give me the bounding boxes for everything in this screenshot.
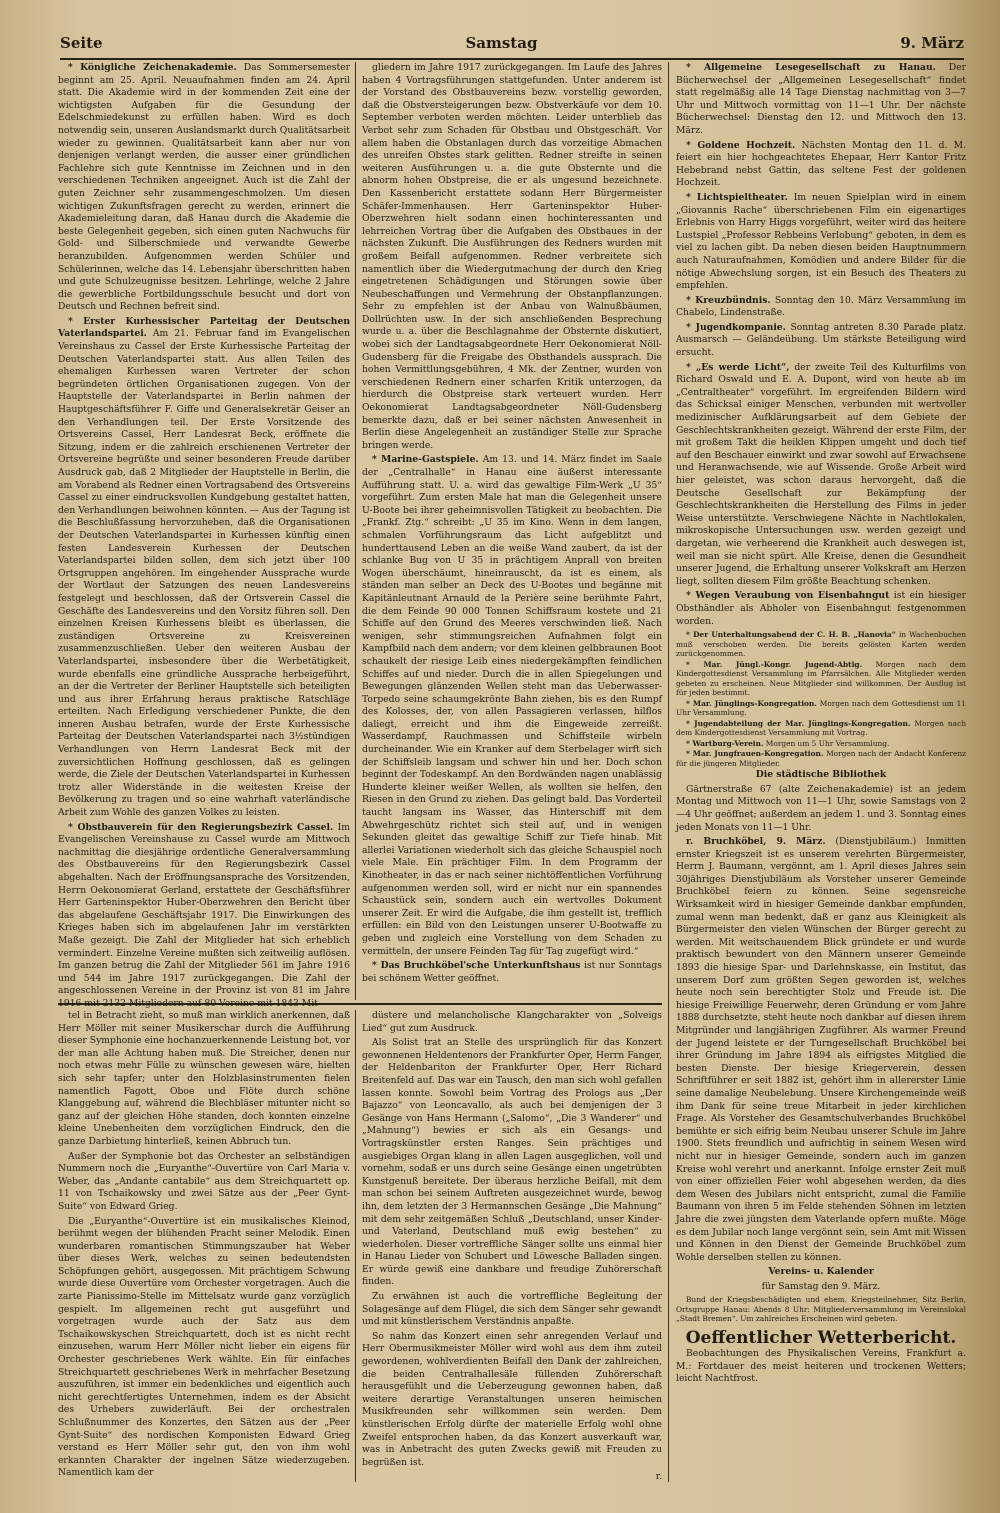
article-body: Sonntag antreten 8.30 Parade platz. Ausmarsch — Geländeübung. Um stärkste Beteiligung wird ersucht.: [676, 321, 967, 359]
article-body: Am 13. und 14. März findet im Saale der „Centralhalle“ in Hanau eine äußerst interessante Aufführung statt. U. a. wird das gewaltige Film-Werk „U 35“ vorgeführt. Zum ersten Male hat man die Gelegenheit unsere U-Boote bei ihrer geheimnisvollen Tätigkeit zu beobachten. Die „Frankf. Ztg.“ schreibt: „U 35 im Kino. Wenn in dem langen, schmalen Vorführungsraum das Licht aufgeblitzt und hunderttausend Leben an die weiße Wand zaubert, da ist der schlanke Bug von U 35 in prächtigem Anprall von breiten Wogen überschäumt, hineinrauscht, da ist es einem, als ständen man selber an Deck des U-Bootes und begänne mit Kapitänleutnant Arnauld de la Perière seine berühmte Fahrt, die dem Feinde 90 000 Tonnen Schiffsraum kostete und 21 Schiffe auf den Grund des Meeres verschwinden ließ. Nach wenigen, sehr stimmungsreichen Aufnahmen folgt ein Kampfbild nach dem andern; vor dem kleinen gelbbraunen Boot schaukelt der riesige Leib eines niedergekämpften feindlichen Schiffes auf und nieder. Durch die in allen Spiegelungen und Bewegungen glänzenden Wellen steht man das Ueberwasser-Torpedo seine schaumgekrönte Bahn ziehen, bis es den Rumpf des Kolosses, der, von allen Passagieren verlassen, hilflos daliegt, erreicht und ihm die Eingeweide zerreißt. Wasserdampf, Rauchmassen und Schiffsteile wirbeln durcheinander. Wie ein Kranker auf dem Sterbelager wirft sich der Schiffsleib langsam und schwer hin und her. Doch schon beginnt der Todeskampf. An den Bordwänden nagen unablässig Hunderte kleiner weißer Wellen, als wollten sie helfen, den Riesen in den Grund zu ziehen. Das gelingt bald. Das Vorderteil taucht langsam ins Wasser, das Hinterschiff mit dem Abwehrgeschütz richtet sich steil auf, und in wenigen Sekunden gleitet das gewaltige Schiff zur Tiefe hinab. Mit allerlei Variationen wiederholt sich das gleiche Schauspiel noch viele Male. Ein prächtiger Film. In dem Programm der Kinotheater, in das er nach seiner nichtöffentlichen Vorführung aufgenommen werden soll, wird er nicht nur ein spannendes Schaustück sein, sondern auch ein wertvolles Dokument unserer Zeit. Er wird die Aufgabe, die ihm gestellt ist, trefflich erfüllen: ein Bild von den Leistungen unserer U-Bootwaffe zu geben und zugleich eine Vorstellung von dem Schaden zu vermitteln, der unsere Feinden Tag für Tag zugefügt wird.“: [362, 454, 662, 957]
column-1: [58, 62, 351, 1009]
weather-report: Beobachtungen des Physikalischen Vereins, Frankfurt a. M.: Fortdauer des meist heiteren und trockenen Wetters; leicht Nachtfrost.: [676, 1347, 966, 1385]
column-2: [362, 62, 662, 1000]
weather-heading: Oeffentlicher Wetterbericht.: [685, 1327, 957, 1348]
article-headline: * Lichtspieltheater.: [686, 191, 788, 203]
article-body: ist ein hiesiger Obsthändler als Abholer von Eisenbahngut festgenommen worden.: [676, 590, 966, 627]
article-body: Im Evangelischen Vereinshause zu Cassel wurde am Mittwoch nachmittag die diesjährige ordentliche Generalversammlung des Obstbauvereins für den Regierungsbezirk Cassel abgehalten. Nach der Eröffnungsansprache des Vorsitzenden, Herrn Oekonomierat Gerland, erstattete der Geschäftsführer Herr Garteninspektor Huber-Oberzwehren den Bericht über das abgelaufene Geschäftsjahr 1917. Die Einwirkungen des Krieges haben sich im abgelaufenen Jahr im verstärkten Maße gezeigt. Die Zahl der Mitglieder hat sich erheblich vermindert. Einzelne Vereine mußten sich zeitweilig auflösen. Im ganzen betrug die Zahl der Mitglieder 561 im Jahre 1916 und 544 im Jahre 1917 zurückgegangen. Die Zahl der angeschlossenen Vereine in der Provinz ist von 81 im Jahre 1916 mit 2132 Mitgliedern auf 80 Vereine mit 1843 Mit-: [58, 821, 351, 1009]
article: [676, 192, 966, 293]
library-heading: Die städtische Bibliothek: [755, 769, 887, 781]
article-headline: * Allgemeine Lesegesellschaft zu Hanau.: [686, 62, 936, 73]
article: [676, 362, 966, 589]
article-body: Das Sommersemester beginnt am 25. April. Neuaufnahmen finden am 24. April statt. Die Akademie wird in der kommenden Zeit eine der wichtigsten Aufgaben für die Gesundung der Edelschmiedekunst zu erfüllen haben. Wird es doch notwendig sein, unseren Auslandsmarkt durch Qualitätsarbeit wieder zu gewinnen. Qualitätsarbeit kann aber nur von denjenigen verlangt werden, die ausser einer gründlichen Fachlehre sich gute Kenntnisse im Zeichnen und in den verschiedenen Techniken angeeignet. Auch ist die Zahl der guten Zeichner sehr zusammengeschmolzen. Um diesen wichtigen Zukunftsfragen gerecht zu werden, erinnert die Akademieleitung daran, daß Hanau durch die Akademie die beste Gelegenheit gegeben, sich einen guten Nachwuchs für Gold- und Silberschmiede und verwandte Gewerbe heranzubilden. Aufgenommen werden Schüler und Schülerinnen, welche das 14. Lebensjahr überschritten haben und gute Schulzeugnisse besitzen. Lehrlinge, welche 2 Jahre die gewerbliche Fortbildungsschule besucht und dort von Deutsch und Rechnen befreit sind.: [58, 62, 350, 313]
author-mark: r.: [655, 1471, 662, 1483]
masthead: [60, 28, 964, 60]
article: Als Solist trat an Stelle des ursprünglich für das Konzert gewonnenen Heldentenors der Frankfurter Oper, Herrn Fanger, der Heldenbariton der Frankfurter Oper, Herr Richard Breitenfeld auf. Das war ein Tausch, den man sich wohl gefallen lassen konnte. Sowohl beim Vortrag des Prologs aus „Der Bajazzo“ von Leoncavallo, als auch bei demjenigen der 3 Gesänge von Hans Hermann („Salomo“, „Die 3 Wanderer“ und „Mahnung“) bewies er sich als ein Gesangs- und Vortragskünstler ersten Ranges. Sein prächtiges und ausgiebiges Organ klang in allen Lagen ausgeglichen, voll und vornehm, sodaß er uns durch seine Gesänge einen ungetrübten Kunstgenuß bereitete. Der überaus herzliche Beifall, mit dem man schon bei seinem Auftreten ausgezeichnet wurde, bewog ihn, dem letzten der 3 Hermannschen Gesänge „Die Mahnung“ mit dem sehr zeitgemäßen Schluß „Deutschland, unser Kinder- und Vaterland, Deutschland muß ewig bestehen“ zu wiederholen. Dieser vortreffliche Sänger sollte uns einmal hier in Hanau Lieder von Schubert und Löwesche Balladen singen. Er würde gewiß eine dankbare und freudige Zuhörerschaft finden.: [362, 1037, 662, 1288]
article-body: der zweite Teil des Kulturfilms von Richard Oswald und E. A. Dupont, wird von heute ab im „Centraltheater“ vorgeführt. Im ergreifenden Bildern wird das Schicksal einiger Menschen, verbunden mit wertvoller medizinischer Aufklärungsarbeit auf dem Gebiete der Geschlechtskrankheiten gezeigt. Während der erste Film, der mit großem Takt die heiklen Klippen umgeht und doch tief auf den Beschauer einwirkt und zwar sowohl auf Erwachsene und Heranwachsende, wie auf Wissende. Große Arbeit wird hier geleistet, was schon daraus hervorgeht, daß die Deutsche Gesellschaft zur Bekämpfung der Geschlechtskrankheiten die Herstellung des Films in jeder Weise unterstützte. Verschwiegene Nächte in Nachtlokalen, mikroskopische Untersuchungen usw. werden gezeigt und dargetan, wie verheerend die Krankheit auch deswegen ist, weil man sie nicht spürt. Alle Kreise, denen die Gesundheit unserer Jugend, die Erhaltung unserer Volkskraft am Herzen liegt, sollten diesem Film größte Beachtung schenken.: [676, 361, 967, 587]
notice-head: * Wartburg-Verein.: [686, 738, 764, 748]
notice-body: Morgen nach dem Gottesdienst um 11 Uhr Versammlung.: [676, 698, 966, 718]
notice-body: in Wachenbuchen muß verschoben werden. Die bereits gelösten Karten werden zurückgenommen.: [676, 630, 966, 659]
column-3: [676, 62, 966, 1457]
article: [676, 140, 966, 190]
notice-body: Morgen nach der Andacht Konferenz für die jüngeren Mitglieder.: [676, 749, 966, 768]
notice: [676, 699, 966, 718]
article-body: (Dienstjubiläum.) Inmitten ernster Kriegszeit ist es unserem verehrten Bürgermeister, Herrn J. Baumann, vergönnt, am 1. April dieses Jahres sein 30jähriges Dienstjubiläum als Vorsteher unserer Gemeinde Bruchköbel feiern zu können. Seine segensreiche Wirksamkeit wird in hiesiger Gemeinde dankbar empfunden, zumal wenn man bedenkt, daß er ganz aus Kleinigkeit als Bürgermeister den vielen Wünschen der Bürger gerecht zu werden. Mit weitschauendem Blick gründete er und wurde praktisch bewundert von den Männern unserer Gemeinde 1893 die hiesige Spar- und Darlehnskasse, ein Institut, das unserem Dorf zum größten Segen geworden ist, welches heute noch sein berechtigter Stolz und Freude ist. Die hiesige Freiwillige Feuerwehr, deren Gründung er vom Jahre 1888 durchsetzte, steht heute noch dankbar auf diesen ihrem Mitgründer und langjährigen Zugführer. Als warmer Freund der Jugend leistete er der Turngesellschaft Bruchköbel bei ihrer Gründung im Jahre 1894 als eifrigstes Mitglied die besten Dienste. Der hiesige Kriegerverein, dessen Schriftführer er seit 1882 ist, gehört ihm in allererster Linie seine damalige Neubelebung. Unsere Kirchengemeinde weiß ihm Dank für seine treue Mitarbeit in jeder kirchlichen Frage. Als Vorsteher des Gesamtschulverbandes Bruchköbel bemühte er sich eifrig beim Neubau unserer Schule im Jahre 1900. Stets freundlich und aufrichtig in seinem Wesen wird nicht nur in hiesiger Gemeinde, sondern auch im ganzen Kreise wohl verehrt und anerkannt. Infolge ernster Zeit muß von einer offiziellen Feier wohl abgesehen werden, da dies dem Wesen des Jubilars nicht entspricht, zumal die Familie Baumann von ihren 5 im Felde stehenden Söhnen im letzten Jahre die zwei jüngsten dem Vaterlande opfern mußte. Möge es dem Jubilar noch lange vergönnt sein, sein Amt mit Wissen und Können in den Dienst der Gemeinde Bruchköbel zum Wohle derselben stellen zu können.: [676, 836, 966, 1263]
weekday: Samstag: [465, 34, 538, 52]
notice-head: * Mar. Jünglings-Kongregation.: [686, 698, 817, 708]
notice: [676, 660, 966, 698]
notice: [676, 739, 966, 749]
article: [676, 62, 966, 138]
club-notices: [676, 630, 966, 768]
article: [362, 960, 662, 985]
article-headline: * Königliche Zeichenakademie.: [68, 62, 237, 73]
notice: [676, 630, 966, 659]
article-body: Sonntag den 10. März Versammlung im Chabelo, Lindenstraße.: [676, 294, 967, 319]
article: [676, 836, 966, 1264]
article: Außer der Symphonie bot das Orchester an selbständigen Nummern noch die „Euryanthe“-Ouvertüre von Carl Maria v. Weber, das „Andante cantabile“ aus dem Streichquartett op. 11 von Tschaikowsky und zwei Sätze aus der „Peer Gynt-Suite“ von Edward Grieg.: [58, 1150, 350, 1212]
notice-body: Morgen nach dem Kindergottesdienst Versammlung im Pfarrsälchen. Alle Mitglieder werden gebeten zu erscheinen. Neue Mitglieder sind willkommen. Der Ausflug ist für jeden bestimmt.: [676, 659, 966, 698]
article-body: Der Bücherwechsel der „Allgemeinen Lesegesellschaft“ findet statt regelmäßig alle 14 Tage Dienstag nachmittag von 3—7 Uhr und Mittwoch vormittag von 11—1 Uhr. Der nächste Bücherwechsel: Dienstag den 12. und Mittwoch den 13. März.: [676, 62, 966, 136]
article-body: Nächsten Montag den 11. d. M. feiert ein hier hochgeachtetes Ehepaar, Herr Kantor Fritz Hebebrand nebst Gattin, das seltene Fest der goldenen Hochzeit.: [676, 139, 966, 189]
article: So nahm das Konzert einen sehr anregenden Verlauf und Herr Obermusikmeister Möller wird wohl aus dem ihm zuteil gewordenen, wohlverdienten Beifall den Dank der zahlreichen, die beiden Centralhallesäle füllenden Zuhörerschaft herausgefühlt und die Ueberzeugung gewonnen haben, daß weitere derartige Veranstaltungen unseren heimischen Musikfreunden sehr willkommen sein werden. Dem künstlerischen Erfolg dürfte der materielle Erfolg wohl ohne Zweifel entsprochen haben, da das Konzert ausverkauft war, was in Anbetracht des guten Zwecks gewiß mit Freuden zu begrüßen ist.: [362, 1330, 662, 1468]
article: [362, 62, 662, 452]
column-divider: [355, 1010, 356, 1482]
article-body: ist nur Sonntags bei schönem Wetter geöffnet.: [362, 960, 662, 984]
article: Die „Euryanthe“-Ouvertüre ist ein musikalisches Kleinod, berühmt wegen der blühenden Pracht seiner Melodik. Einen wunderbaren romantischen Stimmungszauber hat Weber über dieses Werk, welches zu seinen bedeutendsten Schöpfungen gehört, ausgegossen. Mit prächtigem Schwung wurde diese Ouvertüre vom Orchester vorgetragen. Auch die zarte Pianissimo-Stelle im Mittelsatz wurde ganz vorzüglich gespielt. Im allgemeinen recht gut ausgeführt und vorgetragen wurde auch der Satz aus dem Tschaikowskyschen Streichquartett, doch ist es nicht recht einzusehen, warum Herr Möller nicht lieber ein eigens für Orchester geschriebenes Werk wählte. Ein für einfaches Streichquartett geschriebenes Werk in mehrfacher Besetzung auszuführen, ist immer ein bedenkliches und eigentlich auch nicht gerechtfertigtes Unternehmen, indem es der Absicht des Urhebers zuwiderläuft. Bei der orchestralen Schlußnummer des Konzertes, den Sätzen aus der „Peer Gynt-Suite“ des nordischen Komponisten Edward Grieg verstand es Herr Möller sehr gut, den von ihm wohl erkannten Charakter der ingelnen Sätze wiederzugeben. Namentlich kam der: [58, 1215, 350, 1479]
article-headline: * Das Bruchköbel'sche Unterkunftshaus: [372, 960, 581, 972]
article-headline: * „Es werde Licht“,: [686, 361, 790, 373]
column-divider: [355, 62, 356, 1000]
article: [58, 316, 350, 820]
library-notice: Gärtnerstraße 67 (alte Zeichenakademie) ist an jedem Montag und Mittwoch von 11—1 Uhr, sowie Samstags von 2—4 Uhr geöffnet; außerdem an jedem 1. und 3. Sonntag eines jeden Monats von 11—1 Uhr.: [676, 783, 966, 833]
calendar-heading: Vereins- u. Kalender: [768, 1266, 874, 1278]
notice: [676, 719, 966, 738]
calendar-date: für Samstag den 9. März.: [761, 1280, 881, 1292]
article: [676, 322, 966, 360]
article-headline: r. Bruchköbel, 9. März.: [686, 836, 826, 848]
notice-body: Morgen nach dem Kindergottesdienst Versammlung mit Vortrag.: [676, 718, 966, 738]
article-body: Am 21. Februar fand im Evangelischen Vereinshaus zu Cassel der Erste Kurhessische Parteitag der Deutschen Vaterlandspartei statt. Aus allen Teilen des ehemaligen Kurhessen waren Vertreter der schon begründeten örtlichen Organisationen zugegen. Von der Hauptstelle der Vaterlandspartei in Berlin nahmen der Hauptgeschäftsführer F. Giffe und Generalsekretär Geiser an den Verhandlungen teil. Der Erste Vorsitzende des Ortsvereins Cassel, Herr Landesrat Beck, eröffnete die Sitzung, indem er die zahlreich erschienenen Vertreter der Ortsvereine begrüßte und seiner besonderen Freude darüber Ausdruck gab, daß 2 Mitglieder der Hauptstelle in Berlin, die am Vorabend als Redner einen Vortragsabend des Ortsvereins Cassel zu einer eindrucksvollen Kundgebung gestaltet hatten, den Verhandlungen beiwohnen könnten. — Aus der Tagung ist die Beschlußfassung hervorzuheben, daß die Organisationen der Deutschen Vaterlandspartei in Kurhessen künftig einen festen Landesverein Kurhessen der Deutschen Vaterlandspartei bilden sollen, dem sich jetzt über 100 Ortsgruppen angehören. Im eingehender Aussprache wurde der Wortlaut der Satzungen des neuen Landesvereins festgelegt und beschlossen, daß der Ortsverein Cassel die Geschäfte des Landesvereins und den Vorsitz führen soll. Den einzelnen Kreisen Kurhessens bleibt es überlassen, die zuständigen Ortsvereine zu Kreisvereinen zusammenzuschließen. Ueber den weiteren Ausbau der Vaterlandspartei, insbesondere über die Werbetätigkeit, wurde ebenfalls eine gründliche Aussprache herbeigeführt, an der die Vertreter der Berliner Hauptstelle sich beteiligten und aus ihrer Erfahrung heraus praktische Ratschläge erteilten. Nach Erledigung verschiedener Punkte, die den inneren Ausbau betrafen, wurde der Erste Kurhessische Parteitag der Deutschen Vaterlandspartei nach 3½stündigen Verhandlungen von Herrn Landesrat Beck mit der zuversichtlichen Hoffnung geschlossen, daß es gelingen werde, die Ziele der Deutschen Vaterlandspartei in Kurhessen trotz aller Widerstände in die weitesten Kreise der Bevölkerung zu tragen und so eine wahrhaft vaterländische Arbeit zum Wohle des ganzen Volkes zu leisten.: [58, 328, 351, 819]
article: [676, 295, 966, 320]
article-headline: * Obstbauverein für den Regierungsbezirk Cassel.: [68, 821, 334, 833]
notice: [676, 749, 966, 768]
calendar-notice: [676, 1295, 966, 1324]
column-divider: [668, 62, 669, 1482]
column-4: [58, 1010, 350, 1482]
calendar-entry: Bund der Kriegsbeschädigten und ehem. Kriegsteilnehmer, Sitz Berlin, Ortsgruppe Hanau: Abends 8 Uhr: Mitgliederversammlung im Vereinslokal „Stadt Bremen“. Um zahlreiches Erscheinen wird gebeten.: [676, 1295, 966, 1324]
article: [362, 454, 662, 958]
notice-body: Morgen um 5 Uhr Versammlung.: [765, 738, 890, 748]
date: 9. März: [900, 34, 964, 52]
article: [676, 590, 966, 628]
page-label: Seite: [60, 34, 103, 52]
article: Zu erwähnen ist auch die vortreffliche Begleitung der Solagesänge auf dem Flügel, die sich dem Sänger sehr gewandt und mit künstlerischem Verständnis anpaßte.: [362, 1291, 662, 1328]
article: tel in Betracht zieht, so muß man wirklich anerkennen, daß Herr Möller mit seiner Musikerschar durch die Aufführung dieser Symphonie eine hochanzuerkennende Leistung bot, vor der man alle Achtung haben muß. Die Streicher, denen nur noch etwas mehr Fülle zu wünschen gewesen wäre, hielten sich sehr tapfer; unter den Holzblasinstrumenten fielen namentlich Fagott, Oboe und Flöte durch schöne Klanggebung auf, während die Blechbläser mitunter nicht so ganz auf der gleichen Höhe standen, doch konnten einzelne kleine Unebenheiten dem vorzüglichen Eindruck, den die ganze Darbietung hinterließ, keinen Abbruch tun.: [58, 1010, 350, 1147]
notice-head: * Der Unterhaltungsabend der C. H. B. „Hanovia“: [686, 630, 896, 640]
notice-head: * Mar. Jüngl.-Kongr. Jugend-Abtlg.: [686, 659, 863, 669]
article-headline: * Kreuzbündnis.: [686, 294, 771, 306]
article-headline: * Jugendkompanie.: [686, 321, 786, 333]
article-body: Im neuen Spielplan wird in einem „Giovannis Rache“ überschriebenen Film ein eigenartiges Erlebnis von Harry Higgs vorgeführt, weiter wird das heitere Lustspiel „Professor Rebbeins Verlobung“ geboten, in dem es viel zu lachen gibt. Da neben diesen beiden Hauptnummern auch Naturaufnahmen, Komödien und andere Bilder für die nötige Abwechslung sorgen, ist ein Besuch des Theaters zu empfehlen.: [676, 191, 967, 292]
article-headline: * Wegen Veraubung von Eisenbahngut: [686, 590, 890, 602]
article-body: gliedern im Jahre 1917 zurückgegangen. Im Laufe des Jahres haben 4 Vortragsführungen stattgefunden. Unter anderem ist der Vorstand des Obstbauvereins bezw. vorstellig geworden, daß die Obstversteigerungen bezw. Obstverkäufe vor dem 10. September verboten werden möchten. Leider unterblieb das Verbot sehr zum Schaden für Obstbau und Obstgeschäft. Vor allem haben die Obstanlagen durch das vorzeitige Abmachen des unreifen Obstes stark gelitten. Redner streifte in seinen weiteren Ausführungen u. a. die gute Obsternte und die abnorm hohen Obstpreise, die er als ungesund bezeichnete. Den Kassenbericht erstattete sodann Herr Bürgermeister Schäfer-Immenhausen. Herr Garteninspektor Huber-Oberzwehren hielt sodann einen hochinteressanten und lehrreichen Vortrag über die Aufgaben des Obstbaues in der nächsten Zukunft. Die Ausführungen des Redners wurden mit großem Beifall aufgenommen. Redner verbreitete sich namentlich über die Wiedergutmachung der durch den Krieg eingetretenen Schädigungen und Störungen sowie über Neubeschaffungen und Vermehrung der Obstanpflanzungen. Sehr zu empfehlen ist der Anbau von Walnußbäumen, Dollrüchten usw. In der sich anschließenden Besprechung wurde u. a. über die Beschlagnahme der Obsternte diskutiert, wobei sich der Landtagsabgeordnete Herr Oekonomierat Nöll-Gudensberg für die Freigabe des Obsthandels aussprach. Die hohen Vermittlungsgebühren, 4 Mk. der Zentner, wurden von verschiedenen Rednern einer scharfen Kritik unterzogen, da hierdurch die Obstpreise stark verteuert wurden. Herr Oekonomierat Landtagsabgeordneter Nöll-Gudensberg bemerkte dazu, daß er bei seiner nächsten Anwesenheit in Berlin diese Angelegenheit an zuständiger Stelle zur Sprache bringen werde.: [362, 62, 662, 451]
article: düstere und melancholische Klangcharakter von „Solveigs Lied“ gut zum Ausdruck.: [362, 1010, 662, 1034]
column-5: [362, 1010, 662, 1482]
notice-head: * Mar. Jungfrauen-Kongregation.: [686, 749, 824, 759]
notice-head: * Jugendabteilung der Mar. Jünglings-Kongregation.: [686, 718, 911, 728]
article: [58, 62, 350, 314]
article-headline: * Goldene Hochzeit.: [686, 139, 796, 151]
article: [58, 822, 350, 1011]
article-headline: * Marine-Gastspiele.: [372, 454, 479, 466]
article-headline: * Erster Kurhessischer Parteitag der Deutschen Vaterlandspartei.: [58, 315, 350, 340]
